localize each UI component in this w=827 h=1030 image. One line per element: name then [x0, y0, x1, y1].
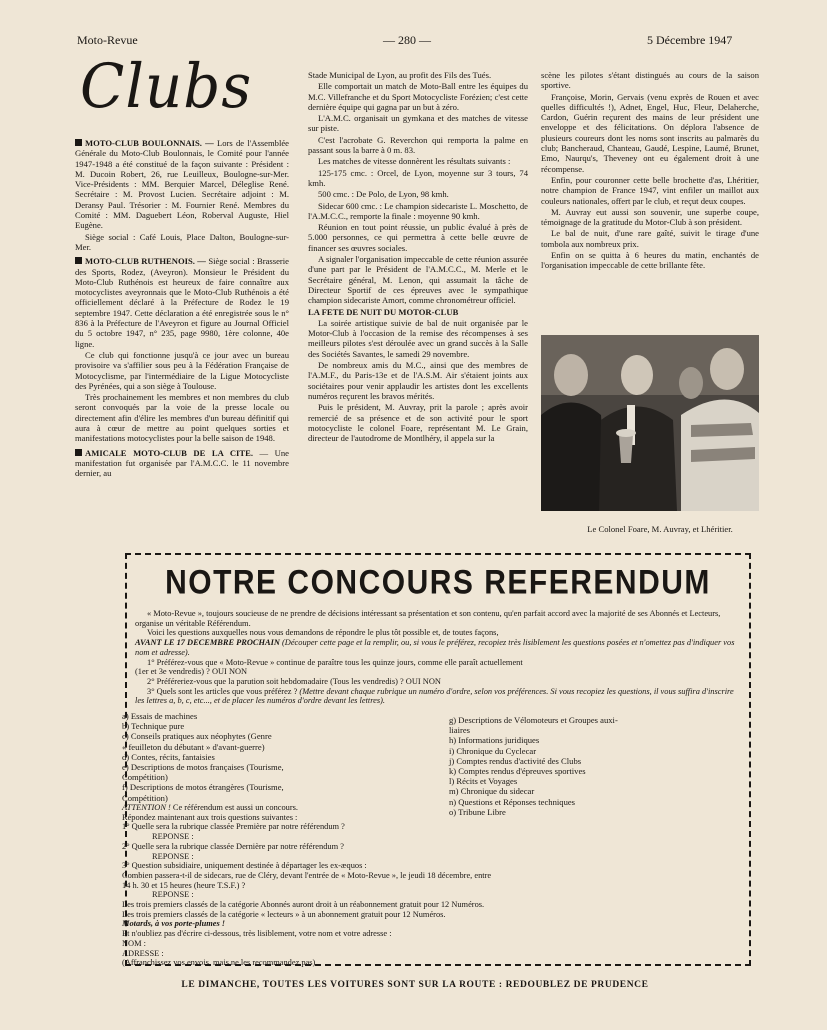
column-1: [75, 138, 289, 480]
paragraph: La soirée artistique suivie de bal de nuit organisée par le Motor-Club à l'occasion de la remise des récompenses à ses meilleurs pilotes s'est déroulée avec un grand succès à la Salle des Sociétés Savantes, le samedi 29 novembre.: [308, 317, 528, 359]
contest-question-1: 1° Quelle sera la rubrique classée Première par notre référendum ?: [122, 822, 345, 832]
rubric-item: i) Chronique du Cyclecar: [449, 745, 537, 756]
rubric-item: j) Comptes rendus d'activité des Clubs: [449, 755, 582, 766]
answer-label: REPONSE :: [152, 890, 194, 900]
paragraph: Françoise, Morin, Gervais (venu exprès de Rouen et avec quelles difficultés !), Adnet, Engel, Huc, Fleur, Delaherche, Cardon, Guérin reçurent des mains de leur président une enveloppe et des félicitations. On déplora l'absence de plusieurs coureurs dont les noms sont inscrits au palmarès du club; Bancheraud, Chanteau, Gaudé, Lespine, Laumé, Brunet, Emo, Naurqu's, Theveney ont eu également droit à une récompense.: [541, 91, 759, 174]
paragraph: Enfin, pour couronner cette belle brochette d'as, Lhéritier, notre champion de France 1947, vint enfiler un maillot aux couleurs nationales, offert par le club, et reçut deux coupes.: [541, 174, 759, 206]
paragraph: L'A.M.C. organisait un gymkana et des matches de vitesse sur piste.: [308, 113, 528, 134]
club-boulonnais: MOTO-CLUB BOULONNAIS. — Lors de l'Assemblée Générale du Moto-Club Boulonnais, le Comité pour l'année 1947-1948 a été constitué de la façon suivante : Président : M. Ducoin Robert, 26, rue Leuilleux, Boulogne-sur-Mer. Vice-Présidents : MM. Berquier Marcel, Déleglise René. Secrétaire : M. Provost Lucien. Secrétaire adjoint : M. Deransy Paul. Trésorier : M. Fournier René. Membres du Comité : MM. Daguebert Léon, Roberval Auguste, Hiel Eugène.: [75, 138, 289, 231]
contest-question-2: 2° Quelle sera la rubrique classée Dernière par notre référendum ?: [122, 841, 344, 851]
rubric-item: h) Informations juridiques: [449, 735, 540, 746]
referendum-intro: [135, 609, 737, 706]
contest-prize: Les trois premiers classés de la catégorie « lecteurs » à un abonnement gratuit pour 12 Numéros.: [122, 909, 446, 919]
referendum-text: Voici les questions auxquelles nous vous demandons de répondre le plus tôt possible et, de toutes façons,: [147, 628, 499, 638]
name-field-label: NOM :: [122, 938, 146, 948]
club-amicale-cite: AMICALE MOTO-CLUB DE LA CITE. — Une manifestation fut organisée par l'A.M.C.C. le 11 novembre dernier, au: [75, 447, 289, 479]
rubric-item: a) Essais de machines: [122, 711, 198, 721]
contest-text: Et n'oubliez pas d'écrire ci-dessous, très lisiblement, votre nom et votre adresse :: [122, 929, 392, 939]
footer-slogan: LE DIMANCHE, TOUTES LES VOITURES SONT SUR LA ROUTE : REDOUBLEZ DE PRUDENCE: [181, 980, 649, 990]
rubric-item: Compétition): [122, 792, 168, 803]
paragraph: Elle comportait un match de Moto-Ball entre les équipes du M.C. Villefranche et du Sport Motocycliste Forézien; c'est cette dernière équipe qui gagna par un but à zéro.: [308, 81, 528, 112]
contest-attention: ATTENTION ! Ce référendum est aussi un concours.: [122, 803, 299, 812]
column-2: [308, 70, 528, 444]
paragraph: Stade Municipal de Lyon, au profit des Fils des Tués.: [308, 70, 492, 80]
paragraph: Ce club qui fonctionne jusqu'à ce jour avec un bureau provisoire va s'affilier sous peu à la Fédération Française de Motocyclisme, par l'intermédiaire de la Ligue Motocycliste des Pyrénées, qui a son siège à Toulouse.: [75, 349, 289, 391]
rubric-item: b) Technique pure: [122, 721, 185, 732]
rubric-item: d) Contes, récits, fantaisies: [122, 751, 215, 762]
paragraph: C'est l'acrobate G. Reverchon qui remporta la palme en passant sous la barre à 0 m. 83.: [308, 134, 528, 156]
header-date: 5 Décembre 1947: [647, 33, 733, 47]
rubric-item: c) Conseils pratiques aux néophytes (Genre: [122, 731, 272, 742]
contest-section: [122, 803, 736, 968]
section-title: Clubs: [80, 50, 253, 122]
address-field-label: ADRESSE :: [122, 948, 164, 958]
column-3: [541, 70, 759, 272]
paragraph: Très prochainement les membres et non membres du club seront convoqués par la voie de la presse locale ou directement afin d'élire les membres d'un bureau définitif qui aura à cœur de mettre au point quelques sorties et manifestations motocyclistes pour la belle saison de 1948.: [75, 392, 289, 444]
contest-question-3: 3° Question subsidiaire, uniquement destinée à départager les ex-æquos :: [122, 861, 367, 871]
subheading: LA FETE DE NUIT DU MOTOR-CLUB: [308, 306, 459, 317]
photo-trophy-ceremony: [541, 335, 759, 511]
paragraph: Les matches de vitesse donnèrent les résultats suivants :: [318, 156, 511, 167]
rubric-item: k) Comptes rendus d'épreuves sportives: [449, 766, 586, 777]
paragraph: De nombreux amis du M.C., ainsi que des membres de l'A.M.F., du Paris-13e et de l'A.S.M. Air s'étaient joints aux sociétaires pour venir applaudir les artistes dont les excellents numéros reçurent les bravos mérités.: [308, 360, 528, 401]
header-publication: Moto-Revue: [77, 33, 138, 47]
photo-illustration: [541, 335, 759, 511]
paragraph: A signaler l'organisation impeccable de cette réunion assurée d'une part par le Président de l'A.M.C.C., M. Merle et le Secrétaire général, M. Lenon, qui assumait la tâche de Directeur Sportif de ces épreuves avec le sympathique champion sidecariste Amort, comme chronométreur officiel.: [308, 254, 528, 306]
paragraph: 125-175 cmc. : Orcel, de Lyon, moyenne sur 3 tours, 74 kmh.: [308, 167, 528, 188]
referendum-question-1: 1° Préférez-vous que « Moto-Revue » continue de paraître tous les quinze jours, comme elle paraît actuellement: [147, 657, 523, 667]
contest-text: 14 h. 30 et 15 heures (heure T.S.F.) ?: [122, 880, 246, 890]
paragraph: Enfin on se quitta à 6 heures du matin, enchantés de l'organisation impeccable de cette brillante fête.: [541, 250, 759, 271]
referendum-text: « Moto-Revue », toujours soucieuse de ne prendre de décisions intéressant sa présentation et son contenu, qu'en parfait accord avec la majorité de ses Abonnés et Lecteurs, organise un véritable Référendum.: [135, 609, 721, 628]
referendum-deadline: AVANT LE 17 DECEMBRE PROCHAIN (Découper cette page et la remplir, ou, si vous le préférez, recopiez très lisiblement les questions posées et n'omettez pas d'indiquer vos nom et adresse).: [135, 638, 735, 657]
rubric-list-right: [449, 715, 739, 817]
answer-label: REPONSE :: [152, 832, 194, 842]
square-bullet-icon: [75, 257, 82, 264]
club-ruthenois: MOTO-CLUB RUTHENOIS. — Siège social : Brasserie des Sports, Rodez, (Aveyron). Monsieur le Président du Moto-Club Ruthénois est heureux de faire connaître aux motocyclistes aveyronnais que le Moto-Club Ruthénois a été officiellement déclaré à la Préfecture de Rodez le 19 septembre 1947. Cette déclaration a été enregistrée sous le n° 836 à la Préfecture de l'Aveyron et figure au Journal Officiel du 5 octobre 1947, n° 235, page 9980, 1ère colonne, 40e ligne.: [75, 256, 289, 349]
paragraph: 500 cmc. : De Polo, de Lyon, 98 kmh.: [318, 189, 449, 200]
paragraph: Réunion en tout point réussie, un public évalué à près de 5.000 personnes, ce qui permettra à cette belle œuvre de financer ses œuvres sociales.: [308, 222, 528, 253]
referendum-question-2: 2° Préféreriez-vous que la parution soit hebdomadaire (Tous les vendredis) ? OUI NON: [147, 676, 441, 686]
rubric-item: f) Descriptions de motos étrangères (Tourisme,: [122, 782, 284, 793]
rubric-item: liaires: [449, 725, 470, 736]
contest-prize: Les trois premiers classés de la catégorie Abonnés auront droit à un réabonnement gratuit pour 12 Numéros.: [122, 900, 485, 910]
rubric-item: l) Récits et Voyages: [449, 776, 518, 787]
rubric-item: m) Chronique du sidecar: [449, 786, 535, 797]
square-bullet-icon: [75, 449, 82, 456]
rubric-item: e) Descriptions de motos françaises (Tourisme,: [122, 762, 284, 773]
rubric-list-left: [122, 711, 442, 803]
referendum-question-1-options: (1er et 3e vendredis) ? OUI NON: [135, 667, 248, 677]
referendum-question-3: 3° Quels sont les articles que vous préférez ? (Mettre devant chaque rubrique un numéro d'ordre, selon vos préférences. Si vous recopiez les questions, il vous suffira d'inscrire les lettres a, b, c, etc..., et de placer les numéros d'ordre devant les lettres).: [135, 686, 734, 706]
square-bullet-icon: [75, 139, 82, 146]
contest-slogan: Motards, à vos porte-plumes !: [122, 919, 226, 929]
rubric-item: n) Questions et Réponses techniques: [449, 796, 576, 807]
contest-text: Répondez maintenant aux trois questions suivantes :: [122, 812, 298, 822]
referendum-title: NOTRE CONCOURS REFERENDUM: [165, 563, 711, 602]
paragraph: Siège social : Café Louis, Place Dalton, Boulogne-sur-Mer.: [75, 231, 289, 252]
rubric-item: o) Tribune Libre: [449, 806, 506, 817]
paragraph: scène les pilotes s'étant distingués au cours de la saison sportive.: [541, 70, 759, 91]
paragraph: Sidecar 600 cmc. : Le champion sidecariste L. Moschetto, de l'A.M.C.C., remporte la finale : moyenne 90 kmh.: [308, 200, 529, 221]
rubric-item: « feuilleton du débutant » d'avant-guerre): [122, 741, 265, 752]
paragraph: Puis le président, M. Auvray, prit la parole ; après avoir remercié de sa présence et de son activité pour le sport motocycliste le colonel Foare, représentant M. Le Grain, directeur de l'autodrome de Montlhéry, il appela sur la: [308, 402, 528, 444]
contest-text: Combien passera-t-il de sidecars, rue de Cléry, devant l'entrée de « Moto-Revue », le jeudi 18 décembre, entre: [122, 870, 492, 880]
header-page-number: — 280 —: [383, 33, 431, 47]
paragraph: Le bal de nuit, d'une rare gaîté, suivit le tirage d'une tombola aux nombreux prix.: [541, 228, 759, 249]
photo-caption: Le Colonel Foare, M. Auvray, et Lhéritier.: [587, 524, 733, 534]
rubric-item: g) Descriptions de Vélomoteurs et Groupes auxi-: [449, 715, 618, 725]
paragraph: M. Auvray eut aussi son souvenir, une superbe coupe, témoignage de la gratitude du Motor-Club à son président.: [541, 206, 759, 228]
contest-text: (Affranchissez vos envois, mais ne les recommandez pas).: [122, 958, 318, 968]
answer-label: REPONSE :: [152, 851, 194, 861]
rubric-item: Compétition): [122, 772, 168, 783]
